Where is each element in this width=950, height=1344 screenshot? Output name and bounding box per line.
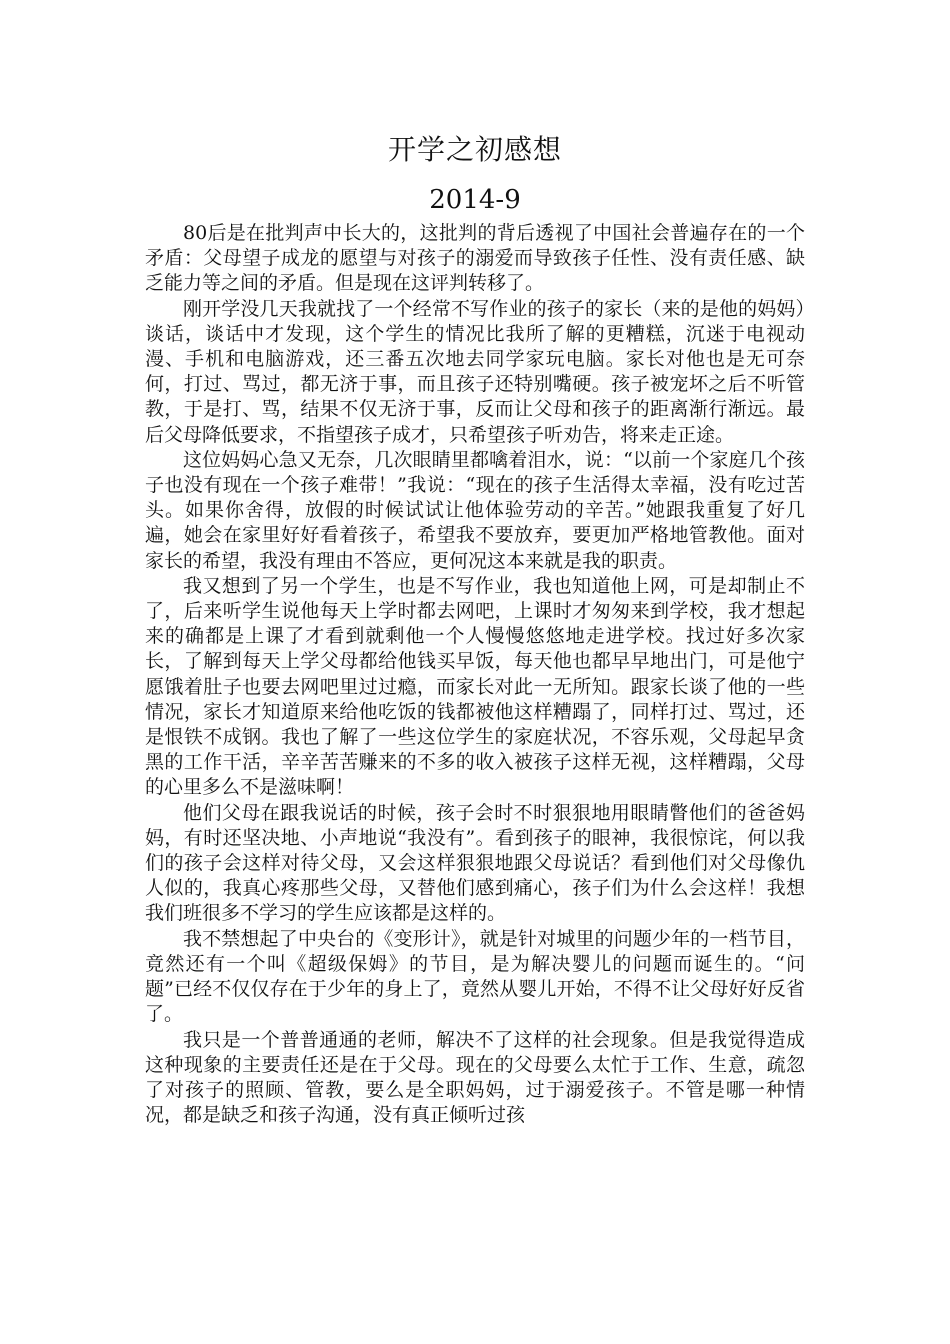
paragraph-6: 我不禁想起了中央台的《变形计》，就是针对城里的问题少年的一档节目，竟然还有一个叫《超级保姆》的节目，是为解决婴儿的问题而诞生的。“问题”已经不仅仅存在于少年的身上了，竟然从婴儿开始，不得不让父母好好反省了。 <box>145 927 805 1026</box>
paragraph-1: 80后是在批判声中长大的，这批判的背后透视了中国社会普遍存在的一个矛盾：父母望子成龙的愿望与对孩子的溺爱而导致孩子任性、没有责任感、缺乏能力等之间的矛盾。但是现在这评判转移了。 <box>145 222 805 295</box>
document-title: 开学之初感想 <box>387 133 562 166</box>
paragraph-3: 这位妈妈心急又无奈，几次眼睛里都噙着泪水，说：“以前一个家庭几个孩子也没有现在一个孩子难带！”我说：“现在的孩子生活得太幸福，没有吃过苦头。如果你舍得，放假的时候试试让他体验劳动的辛苦。”她跟我重复了好几遍，她会在家里好好看着孩子，希望我不要放弃，要更加严格地管教他。面对家长的希望，我没有理由不答应，更何况这本来就是我的职责。 <box>145 448 805 572</box>
paragraph-5: 他们父母在跟我说话的时候，孩子会时不时狠狠地用眼睛瞥他们的爸爸妈妈，有时还坚决地、小声地说“我没有”。看到孩子的眼神，我很惊诧，何以我们的孩子会这样对待父母，又会这样狠狠地跟父母说话？看到他们对父母像仇人似的，我真心疼那些父母，又替他们感到痛心，孩子们为什么会这样！我想我们班很多不学习的学生应该都是这样的。 <box>145 801 805 925</box>
paragraph-2: 刚开学没几天我就找了一个经常不写作业的孩子的家长（来的是他的妈妈）谈话，谈话中才发现，这个学生的情况比我所了解的更糟糕，沉迷于电视动漫、手机和电脑游戏，还三番五次地去同学家玩电脑。家长对他也是无可奈何，打过、骂过，都无济于事，而且孩子还特别嘴硬。孩子被宠坏之后不听管教，于是打、骂，结果不仅无济于事，反而让父母和孩子的距离渐行渐远。最后父母降低要求，不指望孩子成才，只希望孩子听劝告，将来走正途。 <box>145 297 805 446</box>
document-body <box>145 221 805 1128</box>
paragraph-7: 我只是一个普普通通的老师，解决不了这样的社会现象。但是我觉得造成这种现象的主要责任还是在于父母。现在的父母要么太忙于工作、生意，疏忽了对孩子的照顾、管教，要么是全职妈妈，过于溺爱孩子。不管是哪一种情况，都是缺乏和孩子沟通，没有真正倾听过孩 <box>145 1028 805 1127</box>
document-date: 2014-9 <box>429 185 521 215</box>
paragraph-4: 我又想到了另一个学生，也是不写作业，我也知道他上网，可是却制止不了，后来听学生说他每天上学时都去网吧，上课时才匆匆来到学校，我才想起来的确都是上课了才看到就剩他一个人慢慢悠悠地走进学校。找过好多次家长，了解到每天上学父母都给他钱买早饭，每天他也都早早地出门，可是他宁愿饿着肚子也要去网吧里过过瘾，而家长对此一无所知。跟家长谈了他的一些情况，家长才知道原来给他吃饭的钱都被他这样糟蹋了，同样打过、骂过，还是恨铁不成钢。我也了解了一些这位学生的家庭状况，不容乐观，父母起早贪黑的工作干活，辛辛苦苦赚来的不多的收入被孩子这样无视，这样糟蹋，父母的心里多么不是滋味啊！ <box>145 574 805 799</box>
